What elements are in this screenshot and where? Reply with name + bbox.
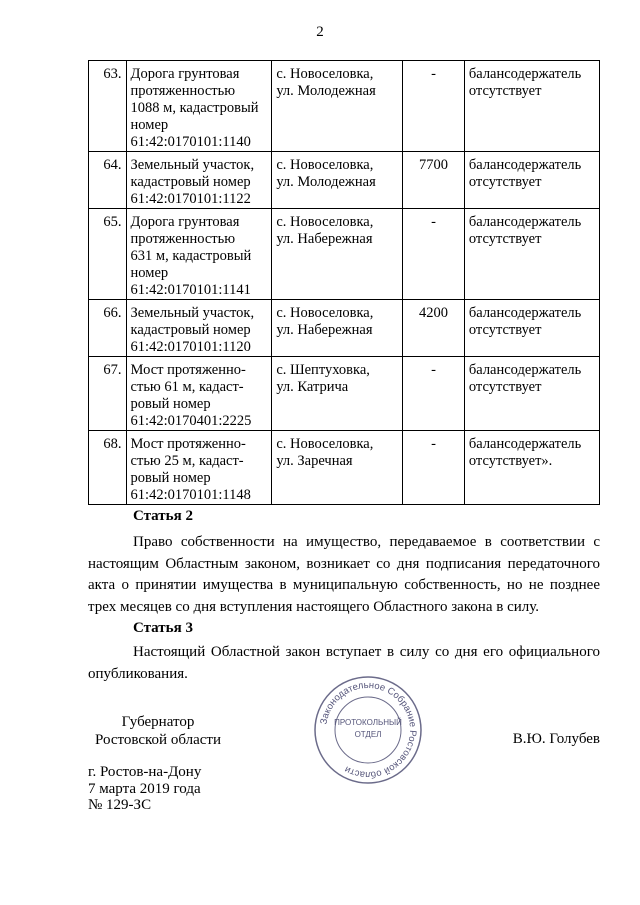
address-line: с. Новоселовка,	[276, 305, 374, 321]
object-line: 1088 м, кадастровый	[130, 100, 259, 116]
holder-line: балансодержатель	[468, 214, 582, 230]
table-row	[89, 152, 600, 209]
holder-cell	[464, 300, 599, 357]
object-cell	[126, 209, 272, 300]
object-line: номер	[130, 265, 169, 281]
holder-line: балансодержатель	[468, 157, 582, 173]
article-2-line: Право собственности на имущество, передаваемое в соответствии с	[133, 534, 600, 550]
address-line: с. Новоселовка,	[276, 66, 374, 82]
area-cell: 4200	[403, 300, 465, 357]
governor-title	[88, 713, 228, 749]
object-line: Дорога грунтовая	[130, 66, 240, 82]
holder-line: отсутствует».	[468, 453, 553, 469]
holder-line: отсутствует	[468, 379, 542, 395]
article-3-line: Настоящий Областной закон вступает в силу со дня его официального	[133, 644, 600, 660]
address-cell	[272, 431, 403, 505]
object-line: Мост протяженно-	[130, 436, 246, 452]
holder-cell	[464, 431, 599, 505]
article-2-text	[88, 532, 600, 618]
table-row	[89, 357, 600, 431]
holder-cell	[464, 209, 599, 300]
holder-line: балансодержатель	[468, 436, 582, 452]
object-line: Мост протяженно-	[130, 362, 246, 378]
article-2-line: трех месяцев со дня вступления настоящего Областного закона в силу.	[88, 598, 539, 615]
object-line: протяженностью	[130, 83, 236, 99]
area-cell: -	[403, 209, 465, 300]
article-3-heading: Статья 3	[133, 620, 193, 636]
holder-line: отсутствует	[468, 83, 542, 99]
object-line: 61:42:0170101:1140	[130, 134, 251, 150]
row-number-cell: 67.	[89, 357, 127, 431]
governor-title-line: Губернатор	[121, 714, 195, 730]
holder-line: балансодержатель	[468, 362, 582, 378]
object-cell	[126, 61, 272, 152]
object-line: кадастровый номер	[130, 174, 251, 190]
address-line: ул. Катрича	[276, 379, 349, 395]
place-date-block	[88, 764, 201, 814]
object-line: Земельный участок,	[130, 305, 255, 321]
object-cell	[126, 431, 272, 505]
area-cell: -	[403, 61, 465, 152]
stamp-center-line: ПРОТОКОЛЬНЫЙ	[334, 718, 402, 727]
stamp-center-line: ОТДЕЛ	[354, 730, 382, 739]
object-line: ровый номер	[130, 396, 211, 412]
table-row	[89, 431, 600, 505]
address-line: ул. Набережная	[276, 231, 373, 247]
row-number-cell: 64.	[89, 152, 127, 209]
holder-line: балансодержатель	[468, 66, 582, 82]
object-cell	[126, 152, 272, 209]
page-number: 2	[316, 24, 324, 40]
address-cell	[272, 300, 403, 357]
object-line: протяженностью	[130, 231, 236, 247]
row-number-cell: 66.	[89, 300, 127, 357]
stamp-ring-text: Законодательное Собрание Ростовской области	[318, 679, 419, 781]
governor-title-line: Ростовской области	[95, 732, 221, 748]
object-line: 61:42:0170101:1122	[130, 191, 251, 207]
object-cell	[126, 357, 272, 431]
official-stamp	[313, 675, 423, 785]
address-line: с. Новоселовка,	[276, 436, 374, 452]
object-line: 61:42:0170101:1120	[130, 339, 251, 355]
article-2-heading: Статья 2	[133, 508, 193, 524]
row-number-cell: 65.	[89, 209, 127, 300]
article-2-line: настоящим Областным законом, возникает со дня подписания передаточного	[88, 555, 600, 572]
address-cell	[272, 152, 403, 209]
property-table	[88, 60, 600, 505]
table-row	[89, 209, 600, 300]
holder-line: отсутствует	[468, 174, 542, 190]
address-cell	[272, 209, 403, 300]
area-cell: 7700	[403, 152, 465, 209]
holder-cell	[464, 152, 599, 209]
area-cell: -	[403, 431, 465, 505]
object-line: стью 61 м, кадаст-	[130, 379, 244, 395]
date-line: 7 марта 2019 года	[88, 780, 201, 797]
object-line: 61:42:0170401:2225	[130, 413, 252, 429]
table-row	[89, 61, 600, 152]
object-line: Земельный участок,	[130, 157, 255, 173]
object-line: Дорога грунтовая	[130, 214, 240, 230]
address-cell	[272, 61, 403, 152]
address-line: с. Шептуховка,	[276, 362, 370, 378]
holder-cell	[464, 61, 599, 152]
holder-line: балансодержатель	[468, 305, 582, 321]
object-line: номер	[130, 117, 169, 133]
address-line: ул. Молодежная	[276, 174, 376, 190]
address-line: ул. Набережная	[276, 322, 373, 338]
article-2-line: акта о принятии имущества в муниципальную собственность, но не позднее	[88, 577, 600, 593]
address-line: ул. Молодежная	[276, 83, 376, 99]
object-line: кадастровый номер	[130, 322, 251, 338]
governor-name: В.Ю. Голубев	[512, 731, 600, 747]
object-line: 631 м, кадастровый	[130, 248, 252, 264]
holder-line: отсутствует	[468, 231, 542, 247]
row-number-cell: 63.	[89, 61, 127, 152]
holder-line: отсутствует	[468, 322, 542, 338]
holder-cell	[464, 357, 599, 431]
address-line: ул. Заречная	[276, 453, 353, 469]
law-number-line: № 129-ЗС	[88, 797, 152, 813]
place-line: г. Ростов-на-Дону	[88, 764, 202, 780]
object-line: стью 25 м, кадаст-	[130, 453, 244, 469]
article-3-line: опубликования.	[88, 665, 188, 682]
table-row	[89, 300, 600, 357]
object-line: 61:42:0170101:1141	[130, 282, 251, 298]
address-line: с. Новоселовка,	[276, 157, 374, 173]
object-cell	[126, 300, 272, 357]
object-line: ровый номер	[130, 470, 211, 486]
row-number-cell: 68.	[89, 431, 127, 505]
area-cell: -	[403, 357, 465, 431]
object-line: 61:42:0170101:1148	[130, 487, 251, 503]
address-cell	[272, 357, 403, 431]
address-line: с. Новоселовка,	[276, 214, 374, 230]
